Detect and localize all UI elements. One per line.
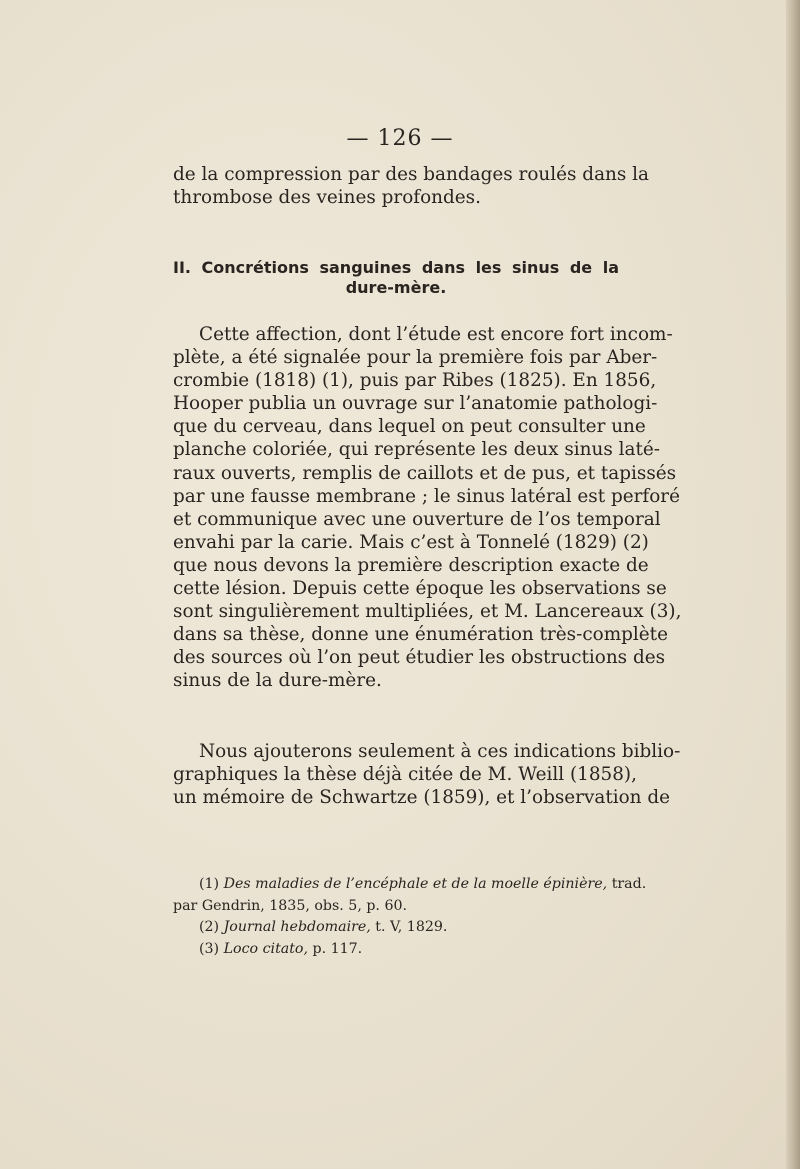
page-number: — 126 —	[346, 126, 454, 151]
text-line: plète, a été signalée pour la première fois par Aber-	[173, 347, 658, 369]
text-line: Nous ajouterons seulement à ces indications biblio-	[199, 741, 681, 762]
text-line: raux ouverts, remplis de caillots et de pus, et tapissés	[173, 462, 677, 484]
footnote-text: p. 117.	[307, 940, 363, 957]
section-heading-line: II. Concrétions sanguines dans les sinus de la	[173, 258, 619, 277]
text-line: sont singulièrement multipliées, et M. Lancereaux (3),	[173, 601, 682, 623]
footnote-text: trad.	[607, 876, 647, 892]
text-line: que du cerveau, dans lequel on peut consulter une	[173, 416, 646, 438]
text-line: par une fausse membrane ; le sinus latéral est perforé	[173, 485, 680, 507]
text-line: dans sa thèse, donne une énumération très-complète	[173, 624, 668, 646]
footnote-number: (3)	[199, 940, 220, 957]
text-line: sinus de la dure-mère.	[173, 670, 382, 692]
footnote-number: (2)	[199, 919, 220, 935]
text-line: graphiques la thèse déjà citée de M. Weill (1858),	[173, 764, 637, 786]
text-line: des sources où l’on peut étudier les obstructions des	[173, 647, 666, 669]
text-line: thrombose des veines profondes.	[173, 187, 481, 209]
paragraph-2	[173, 740, 681, 809]
text-line: cette lésion. Depuis cette époque les observations se	[173, 578, 667, 600]
text-line: crombie (1818) (1), puis par Ribes (1825). En 1856,	[173, 370, 657, 392]
footnote-3	[173, 939, 619, 961]
text-line: envahi par la carie. Mais c’est à Tonnelé (1829) (2)	[173, 531, 649, 553]
footnote-title: Loco citato,	[223, 940, 308, 957]
text-line: de la compression par des bandages roulés dans la	[173, 164, 650, 185]
text-line: et communique avec une ouverture de l’os temporal	[173, 508, 661, 530]
footnote-2	[173, 917, 619, 939]
footnote-number: (1)	[199, 876, 220, 892]
text-line: que nous devons la première description exacte de	[173, 554, 649, 576]
text-line: Cette affection, dont l’étude est encore fort incom-	[199, 324, 673, 345]
paragraph-1	[173, 323, 682, 693]
section-heading-line: dure-mère.	[345, 278, 447, 297]
text-line: Hooper publia un ouvrage sur l’anatomie pathologi-	[173, 393, 658, 415]
text-line: un mémoire de Schwartze (1859), et l’observation de	[173, 787, 671, 809]
footnote-text: t. V, 1829.	[370, 919, 448, 935]
footnote-title: Journal hebdomaire,	[223, 919, 371, 935]
page-edge	[786, 0, 800, 1169]
footnote-1-continuation: par Gendrin, 1835, obs. 5, p. 60.	[173, 897, 408, 914]
text-line: planche coloriée, qui représente les deux sinus laté-	[173, 439, 660, 461]
section-heading	[173, 258, 619, 298]
footnotes	[173, 874, 647, 960]
footnote-title: Des maladies de l’encéphale et de la moelle épinière,	[223, 876, 608, 892]
intro-text	[173, 163, 650, 209]
footnote-1	[173, 874, 647, 896]
